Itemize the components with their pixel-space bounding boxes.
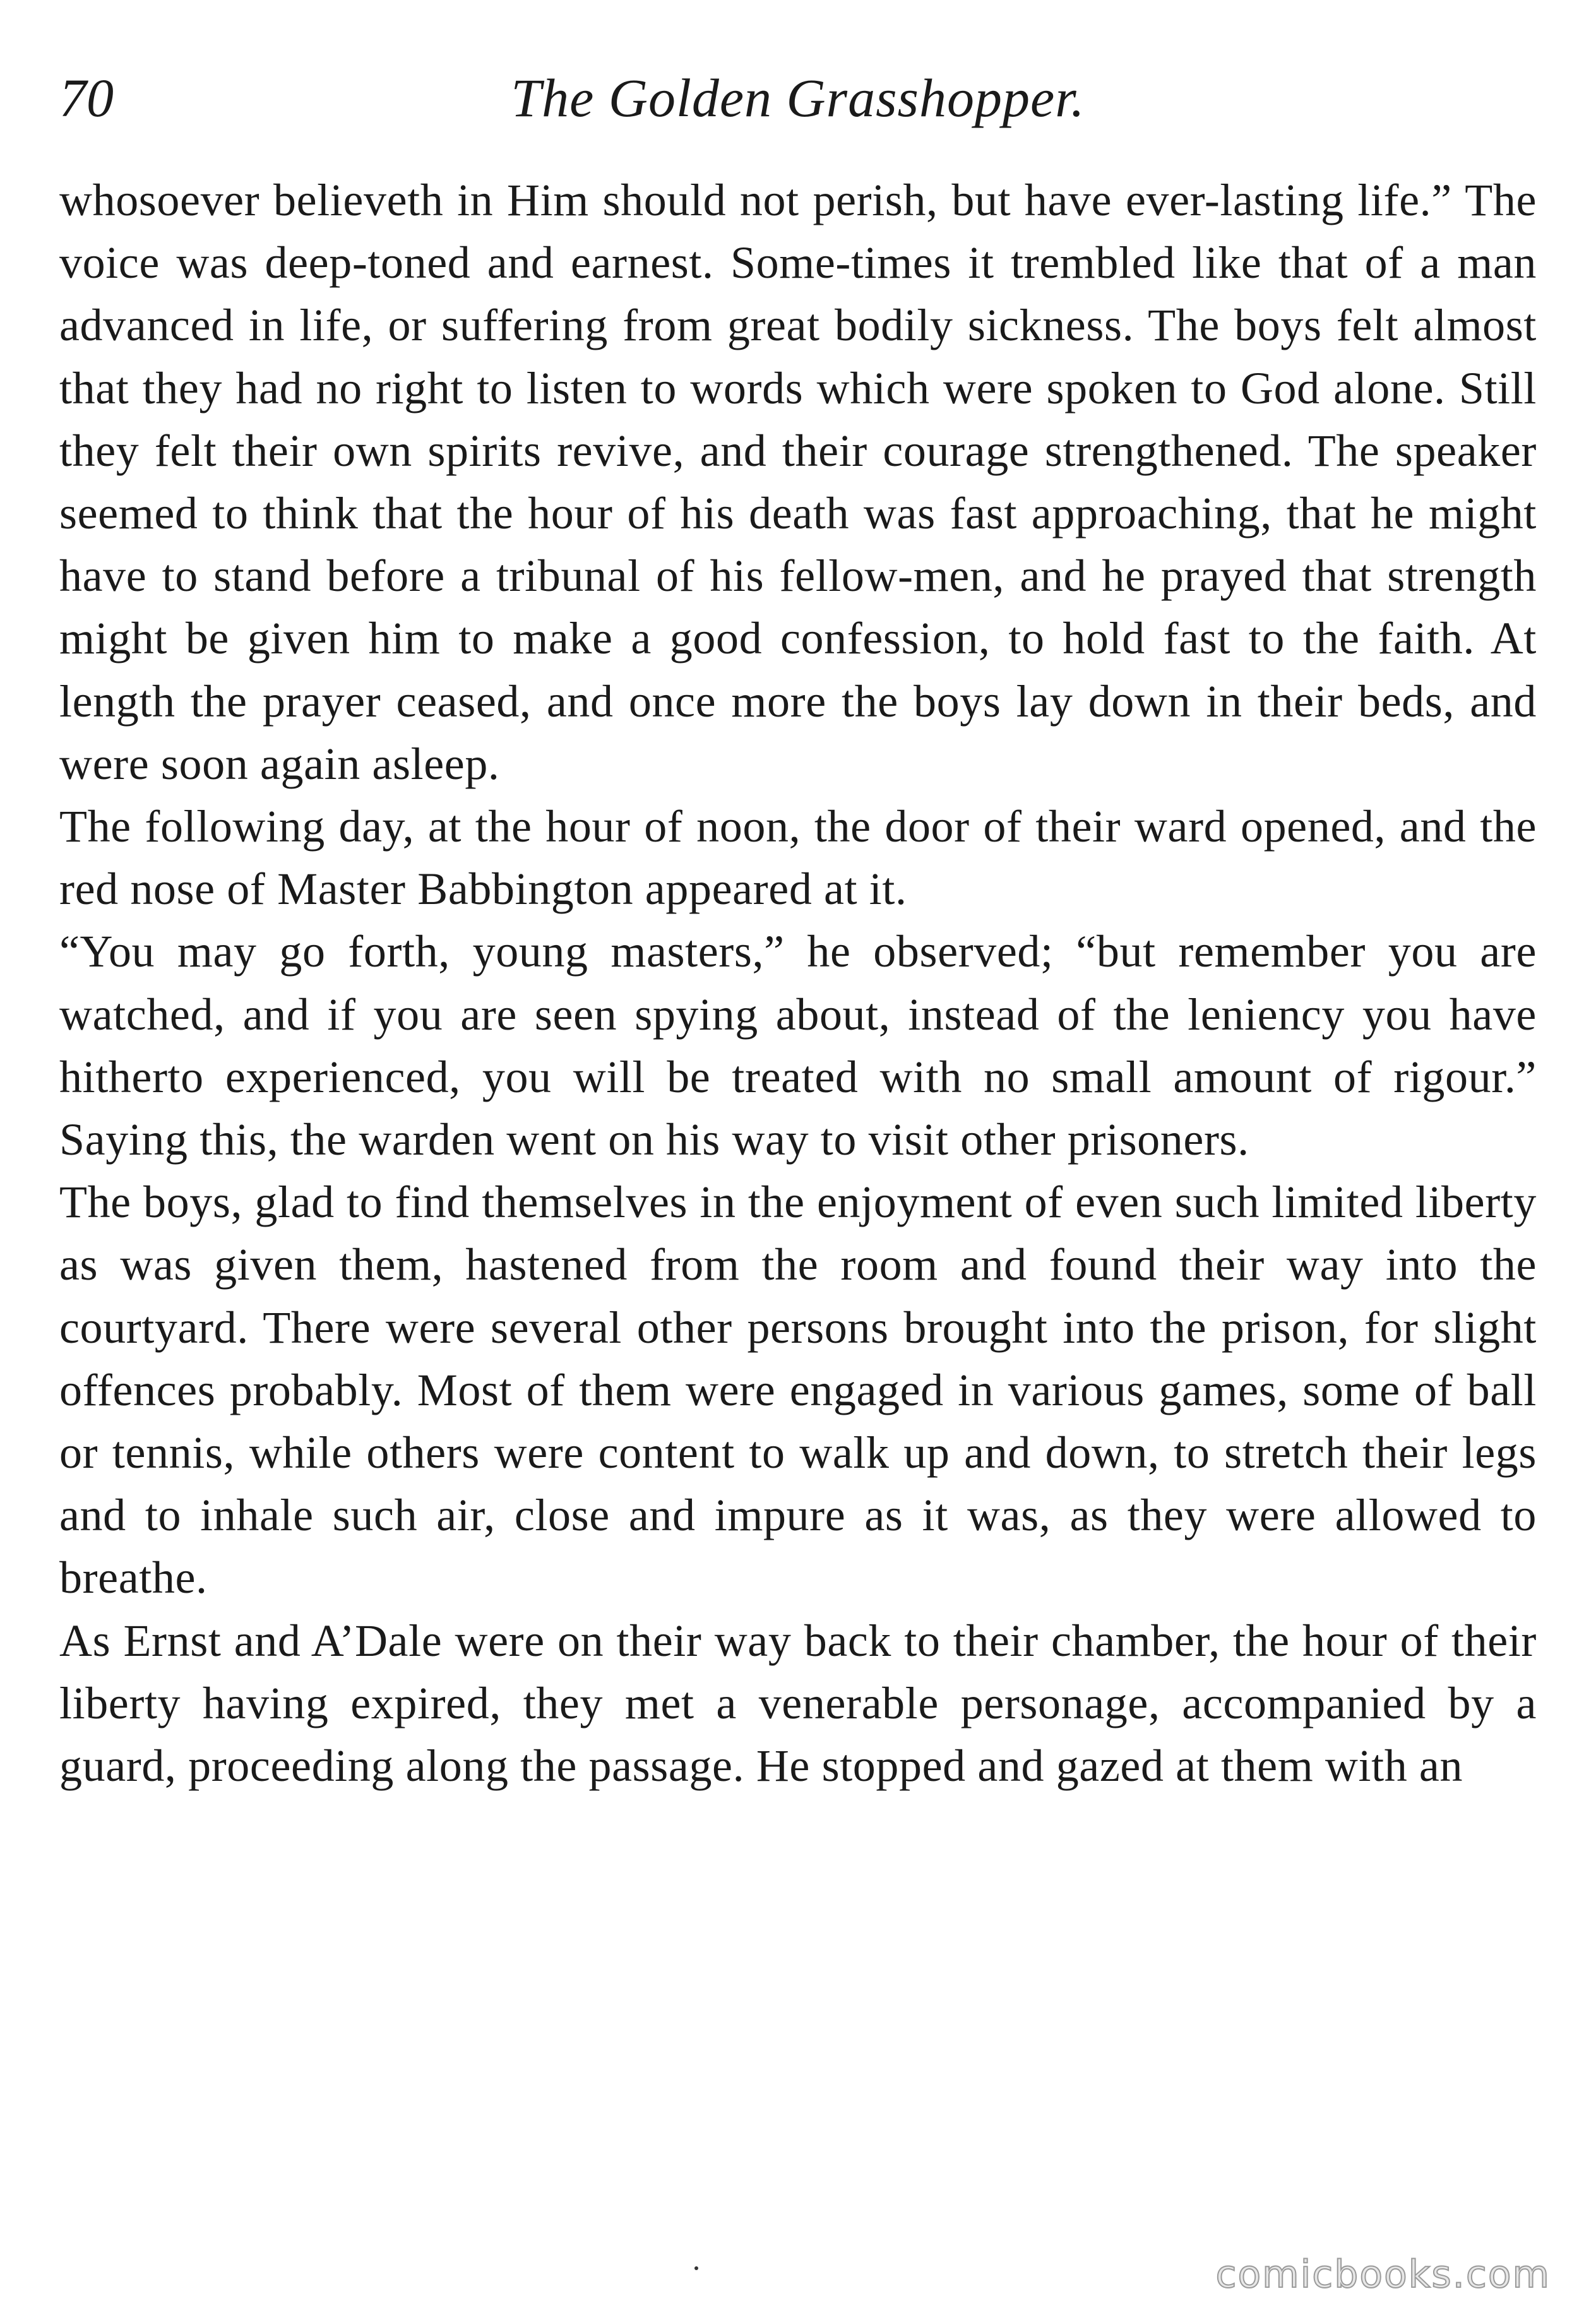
page-number: 70 <box>59 68 114 128</box>
paragraph-1: whosoever believeth in Him should not perish, but have ever-lasting life.” The voice was deep-toned and earnest. Some-times it trembled like that of a man advanced in life, or suffering from great bodily sickness. The boys felt almost that they had no right to listen to words which were spoken to God alone. Still they felt their own spirits revive, and their courage strengthened. The speaker seemed to think that the hour of his death was fast approaching, that he might have to stand before a tribunal of his fellow-men, and he prayed that strength might be given him to make a good confession, to hold fast to the faith. At length the prayer ceased, and once more the boys lay down in their beds, and were soon again asleep. <box>59 175 1537 789</box>
paragraph-3: “You may go forth, young masters,” he observed; “but remember you are watched, and if you are seen spying about, instead of the leniency you have hitherto experienced, you will be treated with no small amount of rigour.” Saying this, the warden went on his way to visit other prisoners. <box>59 926 1537 1165</box>
paragraph-4: The boys, glad to find themselves in the enjoyment of even such limited liberty as was given them, hastened from the room and found their way into the courtyard. There were several other persons brought into the prison, for slight offences probably. Most of them were engaged in various games, some of ball or tennis, while others were content to walk up and down, to stretch their legs and to inhale such air, close and impure as it was, as they were allowed to breathe. <box>59 1177 1537 1603</box>
body-text <box>59 169 1537 1797</box>
page-header <box>59 60 1537 136</box>
paragraph-2: The following day, at the hour of noon, the door of their ward opened, and the red nose of Master Babbington appeared at it. <box>59 801 1537 915</box>
watermark: comicbooks.com <box>1215 2252 1551 2297</box>
printers-mark <box>694 2266 698 2270</box>
running-title: The Golden Grasshopper. <box>511 68 1085 128</box>
paragraph-5: As Ernst and A’Dale were on their way back to their chamber, the hour of their liberty having expired, they met a venerable personage, accompanied by a guard, proceeding along the passage. He stopped and gazed at them with an <box>59 1615 1537 1792</box>
